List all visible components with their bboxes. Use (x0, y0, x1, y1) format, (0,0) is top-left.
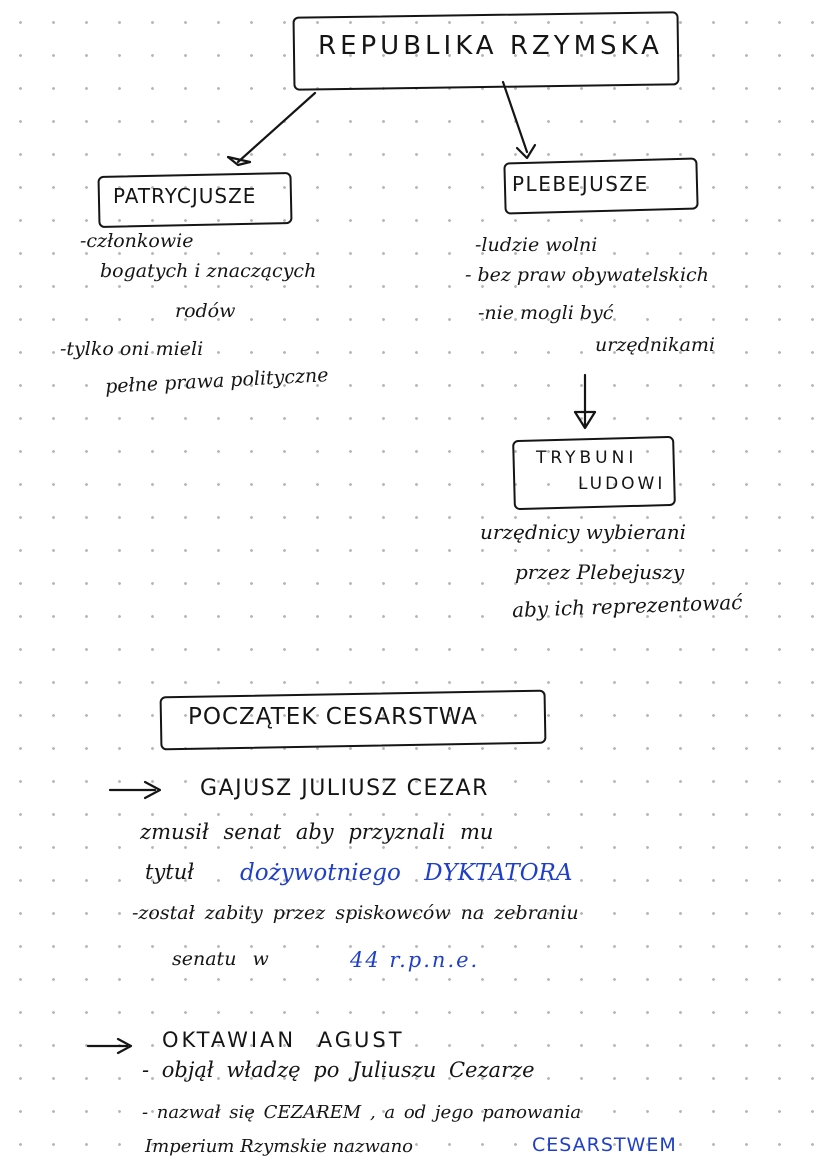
trybuni-line: urzędnicy wybierani (480, 520, 686, 544)
arrow-right-icon (110, 782, 160, 798)
cezar-line: zmusił senat aby przyznali mu (140, 820, 494, 844)
plebejusze-line: -nie mogli być (478, 302, 614, 324)
arrow-down-left-icon (228, 93, 315, 165)
patrycjusze-title: PATRYCJUSZE (113, 184, 257, 208)
cezar-line: tytuł (145, 860, 195, 884)
cezar-line: -został zabity przez spiskowców na zebraniu (132, 902, 579, 924)
patrycjusze-line: pełne prawa polityczne (104, 364, 329, 398)
oktawian-line: - nazwał się CEZAREM , a od jego panowania (142, 1102, 582, 1123)
patrycjusze-line: rodów (175, 300, 236, 322)
arrow-right-icon (88, 1039, 131, 1053)
arrow-down-icon (575, 375, 595, 428)
oktawian-line: - objął władzę po Juliuszu Cezarze (142, 1058, 535, 1082)
plebejusze-title: PLEBEJUSZE (512, 172, 649, 196)
trybuni-title-line1: TRYBUNI (536, 448, 638, 468)
trybuni-title-line2: LUDOWI (578, 474, 666, 494)
cesarstwo-title: POCZĄTEK CESARSTWA (188, 704, 478, 730)
oktawian-heading: OKTAWIAN AGUST (162, 1028, 405, 1052)
patrycjusze-line: bogatych i znaczących (100, 260, 317, 282)
oktawian-cesarstwem: CESARSTWEM (532, 1134, 677, 1156)
title-republika: REPUBLIKA RZYMSKA (318, 31, 663, 61)
patrycjusze-line: -tylko oni mieli (60, 338, 204, 360)
cezar-line: senatu w (172, 948, 269, 970)
cezar-date: 44 r.p.n.e. (350, 948, 480, 972)
trybuni-line: aby ich reprezentować (511, 589, 743, 623)
plebejusze-line: - bez praw obywatelskich (465, 264, 709, 286)
plebejusze-line: urzędnikami (595, 334, 715, 356)
cezar-line-blue: dożywotniego DYKTATORA (240, 860, 573, 886)
arrow-down-right-icon (503, 82, 535, 158)
cezar-heading: GAJUSZ JULIUSZ CEZAR (200, 776, 489, 801)
patrycjusze-line: -członkowie (80, 230, 194, 252)
trybuni-line: przez Plebejuszy (515, 560, 685, 584)
plebejusze-line: -ludzie wolni (475, 234, 598, 256)
oktawian-line: Imperium Rzymskie nazwano (145, 1136, 414, 1157)
